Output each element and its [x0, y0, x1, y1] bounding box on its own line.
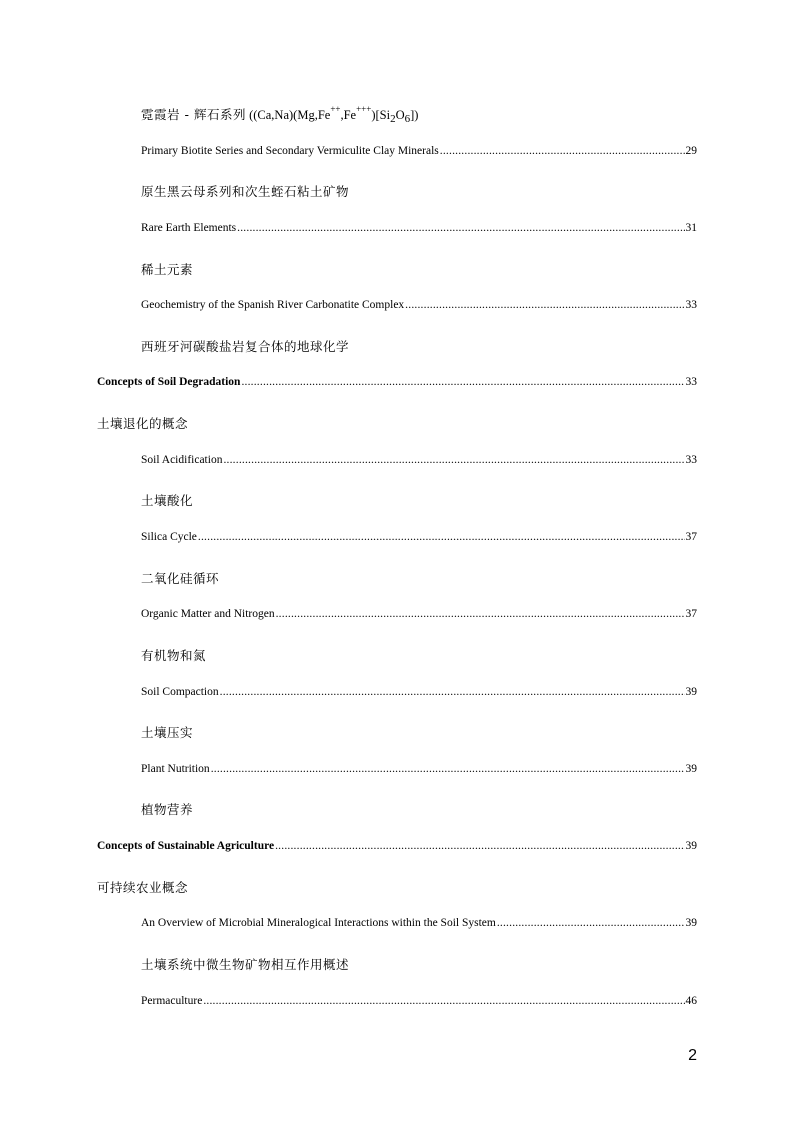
- toc-zh-title: 有机物和氮: [141, 648, 207, 663]
- toc-entry-title: Soil Acidification: [141, 454, 223, 466]
- page-number: 2: [688, 1047, 697, 1064]
- toc-entry-title: Organic Matter and Nitrogen: [141, 608, 275, 620]
- toc-zh-title: 植物营养: [141, 802, 194, 817]
- toc-entry[interactable]: [141, 763, 697, 775]
- toc-entry[interactable]: [141, 608, 697, 620]
- toc-entry-title: Plant Nutrition: [141, 763, 210, 775]
- toc-leader-dots: [211, 763, 685, 775]
- toc-leader-dots: [440, 145, 685, 157]
- toc-entry[interactable]: [141, 917, 697, 929]
- toc-leader-dots: [198, 531, 685, 543]
- toc-entry[interactable]: [141, 145, 697, 157]
- toc-entry-title: Silica Cycle: [141, 531, 197, 543]
- toc-zh-title: 土壤系统中微生物矿物相互作用概述: [141, 957, 350, 972]
- toc-leader-dots: [220, 686, 685, 698]
- toc-entry[interactable]: [141, 531, 697, 543]
- toc-zh-title: 原生黑云母系列和次生蛭石粘土矿物: [141, 184, 350, 199]
- toc-entry[interactable]: [141, 222, 697, 234]
- toc-entry-title: Primary Biotite Series and Secondary Vermiculite Clay Minerals: [141, 145, 439, 157]
- toc-entry[interactable]: [141, 299, 697, 311]
- toc-entry-title: Rare Earth Elements: [141, 222, 237, 234]
- toc-leader-dots: [276, 608, 685, 620]
- toc-leader-dots: [497, 917, 685, 929]
- toc-entry-title: Geochemistry of the Spanish River Carbonatite Complex: [141, 299, 405, 311]
- toc-page-number: 33: [685, 376, 697, 388]
- toc-zh-title: 西班牙河碳酸盐岩复合体的地球化学: [141, 339, 350, 354]
- toc-zh-title: 土壤压实: [141, 725, 194, 740]
- toc-entry[interactable]: [141, 995, 697, 1007]
- toc-leader-dots: [241, 376, 684, 388]
- toc-leader-dots: [223, 454, 684, 466]
- toc-zh-section-title: 可持续农业概念: [97, 880, 189, 895]
- toc-page-number: 39: [685, 686, 697, 698]
- toc-entry[interactable]: [141, 454, 697, 466]
- toc-zh-section-title: 土壤退化的概念: [97, 416, 189, 431]
- toc-page-number: 33: [685, 454, 697, 466]
- toc-section-entry[interactable]: [97, 376, 697, 388]
- toc-leader-dots: [275, 840, 684, 852]
- toc-page-number: 29: [685, 145, 697, 157]
- toc-entry-title: An Overview of Microbial Mineralogical Interactions within the Soil System: [141, 917, 496, 929]
- toc-zh-title: 二氧化硅循环: [141, 571, 220, 586]
- toc-page-number: 46: [685, 995, 697, 1007]
- toc-page-number: 33: [685, 299, 697, 311]
- toc-zh-title: 土壤酸化: [141, 493, 194, 508]
- toc-zh-title: 霓霞岩 - 辉石系列: [141, 107, 246, 122]
- toc-entry[interactable]: [141, 686, 697, 698]
- toc-page-number: 37: [685, 531, 697, 543]
- toc-page-number: 31: [685, 222, 697, 234]
- toc-leader-dots: [203, 995, 684, 1007]
- toc-section-title: Concepts of Soil Degradation: [97, 376, 241, 388]
- chemical-formula: $((Ca,Na)(Mg,Fe^{++},Fe^{+++})[Si_2O_6])$: [249, 104, 419, 125]
- toc-page-number: 39: [685, 917, 697, 929]
- toc-leader-dots: [405, 299, 684, 311]
- toc-page-number: 39: [685, 763, 697, 775]
- toc-zh-title: 稀土元素: [141, 262, 194, 277]
- toc-section-entry[interactable]: [97, 840, 697, 852]
- toc-entry-title: Permaculture: [141, 995, 203, 1007]
- toc-page-number: 39: [685, 840, 697, 852]
- toc-section-title: Concepts of Sustainable Agriculture: [97, 840, 275, 852]
- toc-leader-dots: [237, 222, 684, 234]
- toc-page-number: 37: [685, 608, 697, 620]
- toc-heading-formula: [141, 104, 697, 125]
- toc-entry-title: Soil Compaction: [141, 686, 219, 698]
